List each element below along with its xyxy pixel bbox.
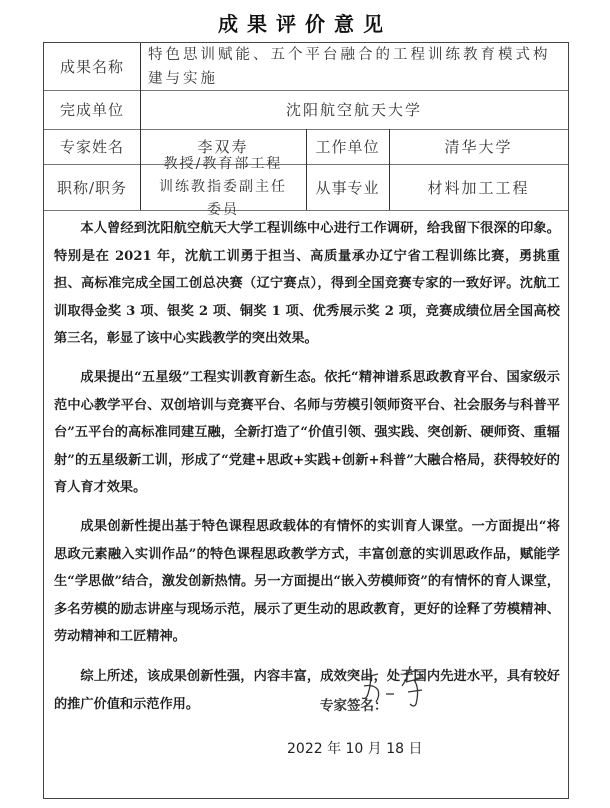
expert-name-value: 李双寿 — [197, 138, 249, 156]
specialty-value: 材料加工工程 — [427, 178, 530, 197]
achievement-name-label: 成果名称 — [59, 58, 124, 76]
page-title: 成果评价意见 — [218, 12, 392, 36]
opinion-paragraph: 成果创新性提出基于特色课程思政载体的有情怀的实训育人课堂。一方面提出“将思政元素融入实训作品”的特色课程思政教学方式，丰富创意的实训思政作品，赋能学生“学思做”结合，激发创新热情。另一方面提出“嵌入劳模师资”的有情怀的育人课堂，多名劳模的励志讲座与现场示范，展示了更生动的思政教育，更好的诠释了劳模精神、劳动精神和工匠精神。 — [54, 519, 560, 644]
opinion-paragraph: 本人曾经到沈阳航空航天大学工程训练中心进行工作调研，给我留下很深的印象。特别是在 2021 年，沈航工训勇于担当、高质量承办辽宁省工程训练比赛，勇挑重担、高标准完成全国工创总决赛（辽宁赛点），得到全国竞赛专家的一致好评。沈航工训取得金奖 3 项、银奖 2 项、铜奖 1 项、优秀展示奖 2 项，竞赛成绩位居全国高校第三名，彰显了该中心实践教学的突出效果。 — [54, 221, 560, 346]
work-unit-value: 清华大学 — [444, 138, 513, 156]
completing-unit-value: 沈阳航空航天大学 — [285, 101, 422, 119]
specialty-label: 从事专业 — [315, 178, 380, 197]
opinion-paragraph: 综上所述，该成果创新性强，内容丰富，成效突出，处于国内先进水平，具有较好的推广价值和示范作用。 — [54, 669, 560, 712]
completing-unit-label: 完成单位 — [59, 101, 124, 119]
handwritten-signature — [358, 664, 438, 714]
title-position-label: 职称/职务 — [56, 178, 128, 197]
expert-name-label: 专家姓名 — [59, 138, 124, 156]
work-unit-label: 工作单位 — [315, 138, 380, 156]
evaluation-table — [43, 42, 569, 799]
achievement-name-value: 特色思训赋能、五个平台融合的工程训练教育模式构建与实施 — [148, 46, 551, 87]
signature-label: 专家签名： — [320, 698, 388, 714]
title-position-value: 教授/教育部工程训练教指委副主任委员 — [159, 155, 287, 218]
row-divider — [44, 210, 568, 211]
opinion-paragraph: 成果提出“五星级”工程实训教育新生态。依托“精神谱系思政教育平台、国家级示范中心教学平台、双创培训与竞赛平台、名师与劳模引领师资平台、社会服务与科普平台”五平台的高标准同建互融，全新打造了“价值引领、强实践、突创新、硬师资、重辐射”的五星级新工训，形成了“党建+思政+实践+创新+科普”大融合格局，获得较好的育人育才效果。 — [54, 370, 560, 495]
signature-date: 2022 年 10 月 18 日 — [287, 741, 423, 757]
